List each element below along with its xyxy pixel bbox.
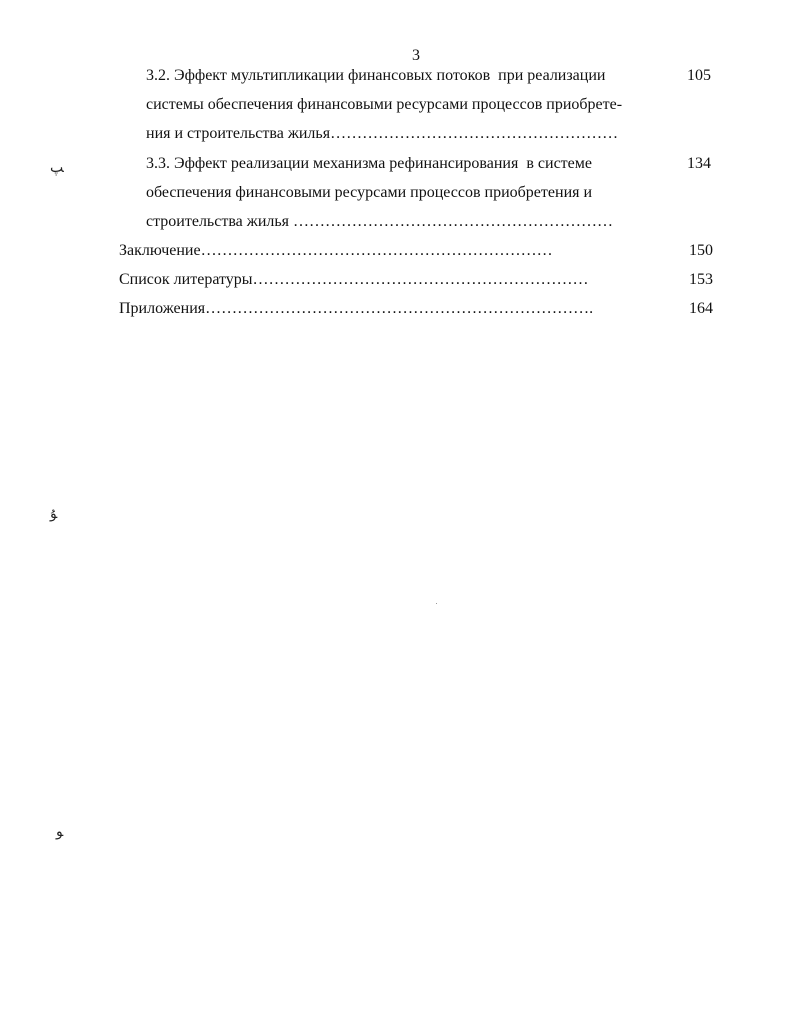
toc-entry-3-2-line-3: ния и строительства жилья……………………………………………… xyxy=(146,125,619,142)
toc-entry-3-3-line-1: 3.3. Эффект реализации механизма рефинансирования в системе xyxy=(146,155,592,172)
toc-entry-references-label: Список литературы……………………………………………………… xyxy=(119,271,589,288)
toc-entry-references-page: 153 xyxy=(689,271,713,288)
scan-speck xyxy=(436,603,437,604)
toc-entry-3-2-line-1: 3.2. Эффект мультипликации финансовых потоков при реализации xyxy=(146,67,606,84)
margin-scan-mark-2: ﯘ xyxy=(50,506,58,522)
margin-scan-mark-3: ﻮ xyxy=(56,824,64,840)
toc-entry-3-3-line-2: обеспечения финансовыми ресурсами процессов приобретения и xyxy=(146,184,593,201)
toc-entry-3-3-page: 134 xyxy=(687,155,711,172)
toc-entry-conclusion-page: 150 xyxy=(689,242,713,259)
margin-scan-mark-1: ﭗ xyxy=(50,160,64,176)
page-number: 3 xyxy=(412,47,420,64)
toc-entry-3-2-line-2: системы обеспечения финансовыми ресурсами процессов приобрете- xyxy=(146,96,623,113)
toc-entry-3-3-line-3: строительства жилья …………………………………………………… xyxy=(146,213,614,230)
toc-entry-appendices-label: Приложения………………………………………………………………. xyxy=(119,300,594,317)
toc-entry-conclusion-label: Заключение………………………………………………………… xyxy=(119,242,553,259)
toc-entry-appendices-page: 164 xyxy=(689,300,713,317)
toc-entry-3-2-page: 105 xyxy=(687,67,711,84)
